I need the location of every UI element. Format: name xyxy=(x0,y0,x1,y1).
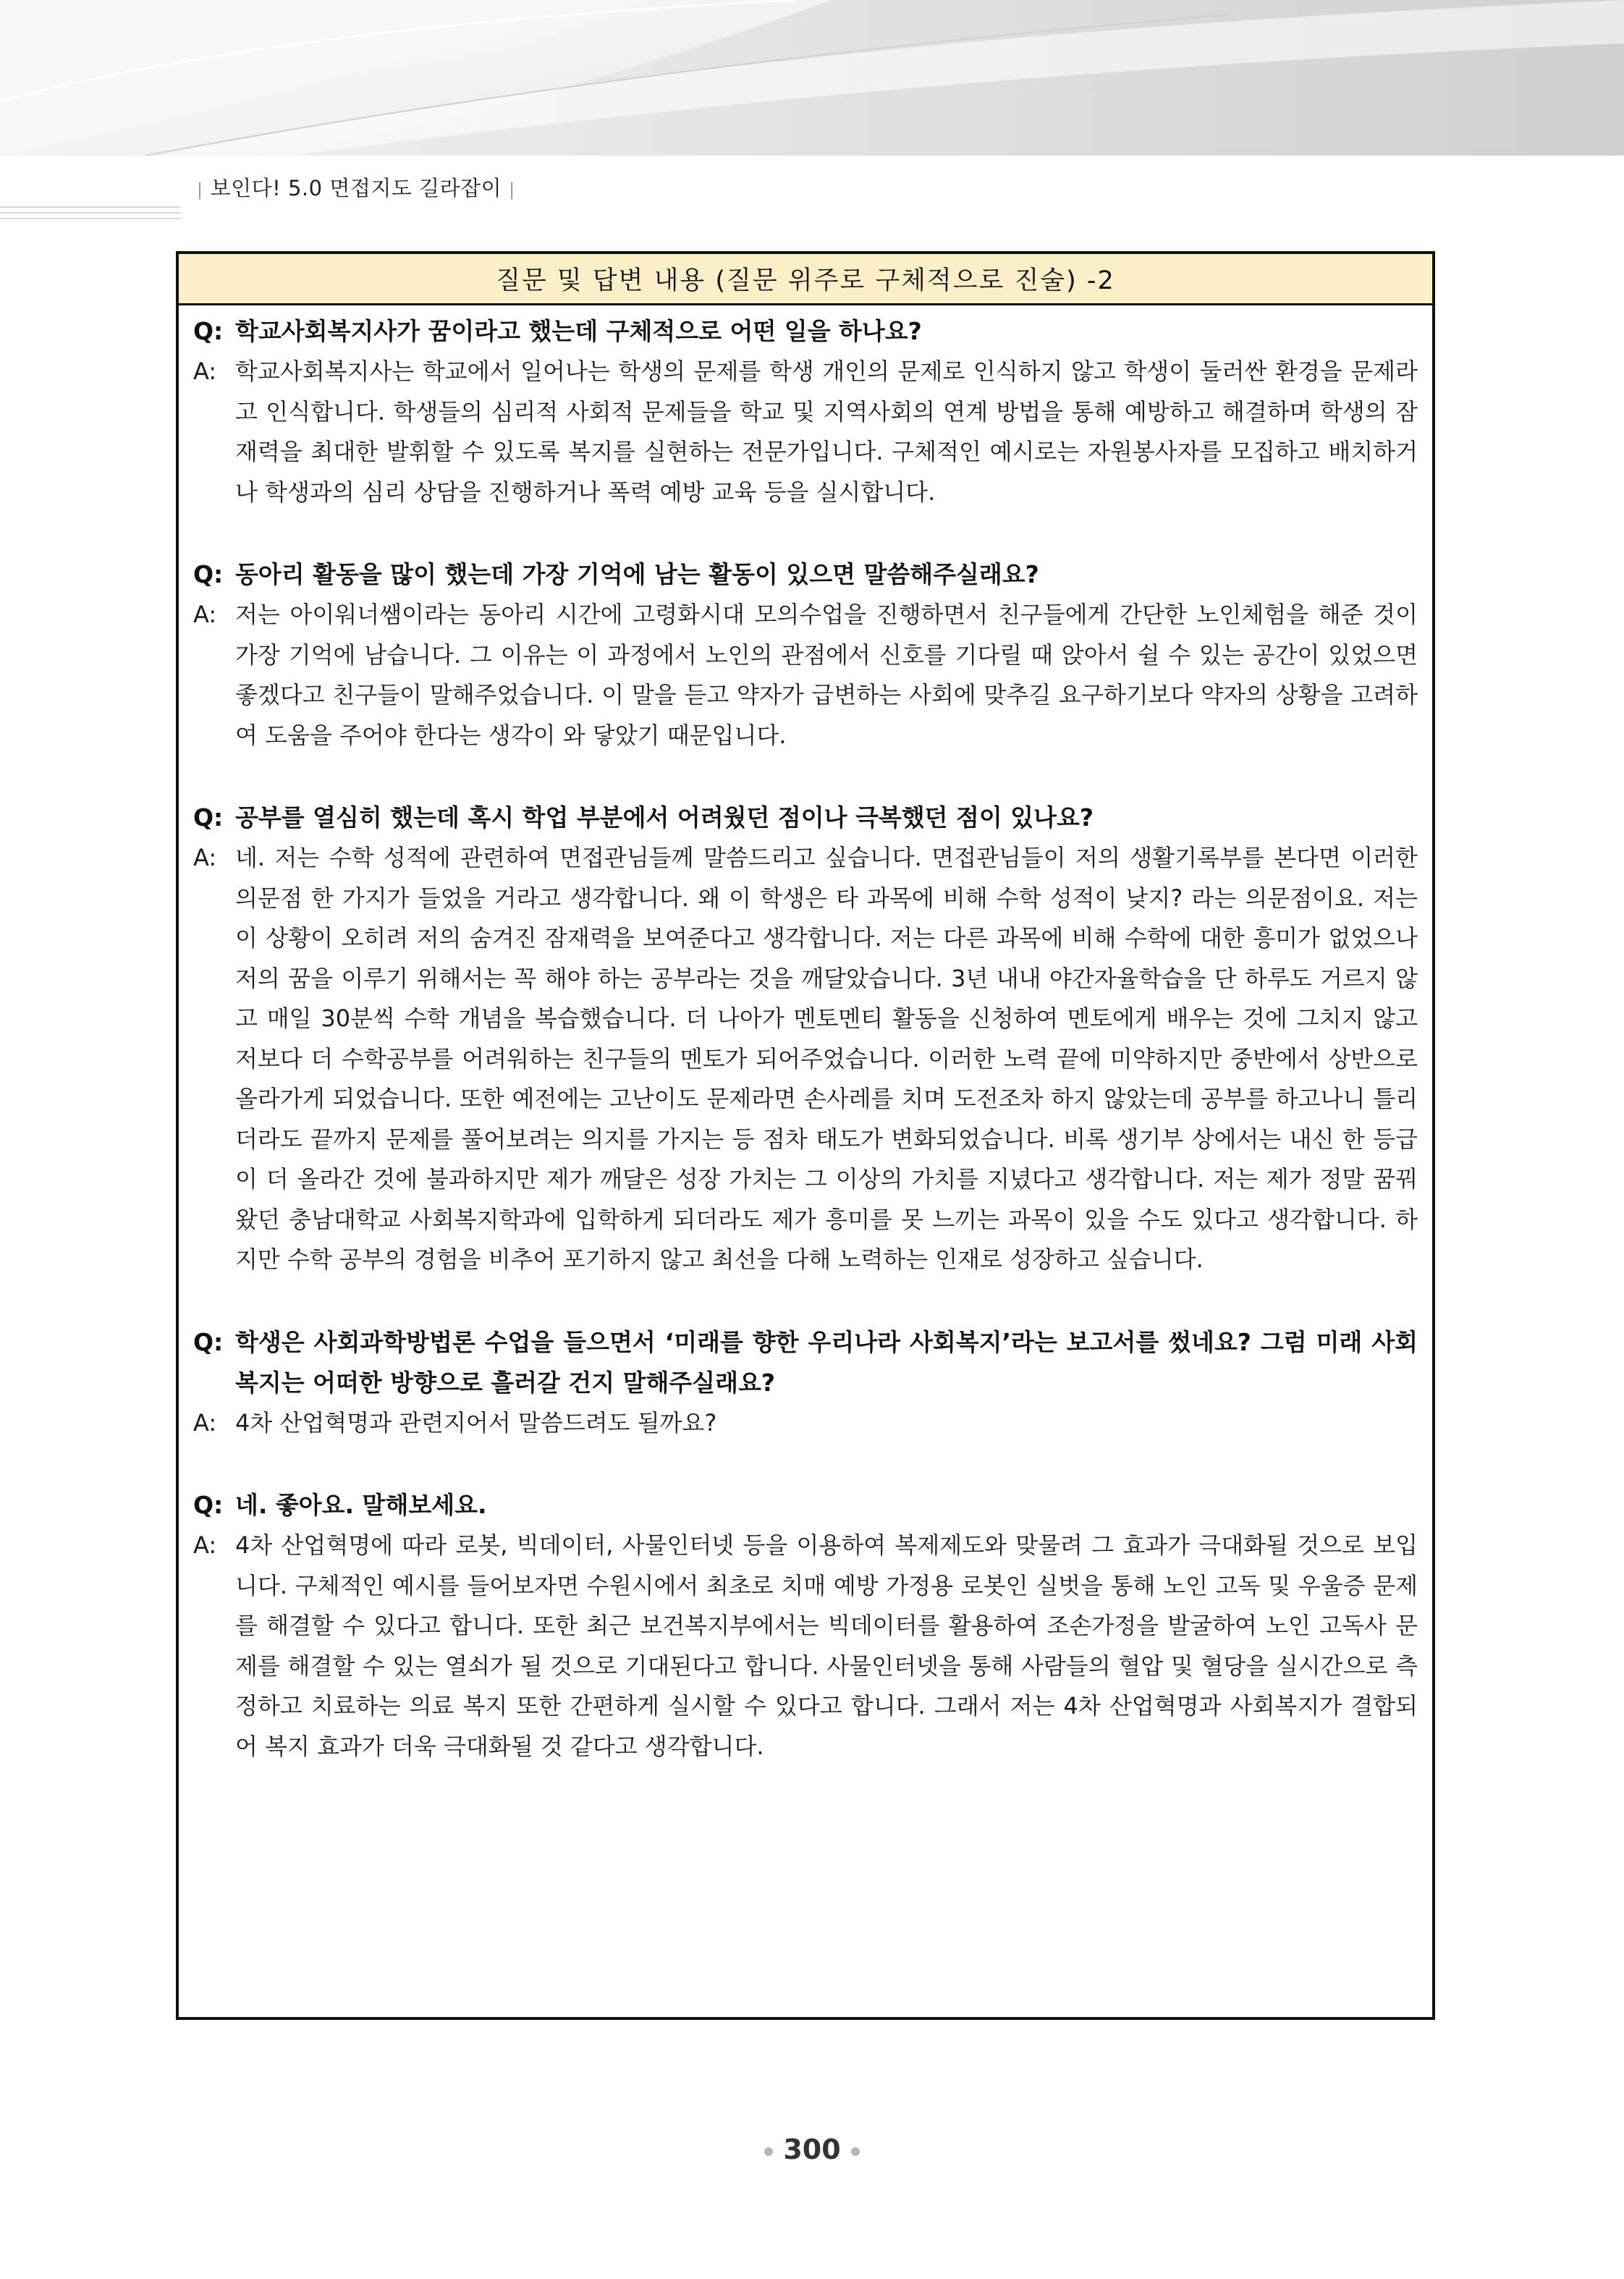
answer xyxy=(193,352,1418,512)
divider-bar: | xyxy=(197,179,203,200)
answer xyxy=(193,1526,1418,1767)
answer-text: 학교사회복지사는 학교에서 일어나는 학생의 문제를 학생 개인의 문제로 인식하지 않고 학생이 둘러싼 환경을 문제라고 인식합니다. 학생들의 심리적 사회적 문제들을 학교 및 지역사회의 연계 방법을 통해 예방하고 해결하며 학생의 잠재력을 최대한 발휘할 수 있도록 복지를 실현하는 전문가입니다. 구체적인 예시로는 자원봉사자를 모집하고 배치하거나 학생과의 심리 상담을 진행하거나 폭력 예방 교육 등을 실시합니다. xyxy=(235,358,1418,506)
answer-label: A: xyxy=(193,358,217,385)
answer xyxy=(193,595,1418,756)
question-text: 동아리 활동을 많이 했는데 가장 기억에 남는 활동이 있으면 말씀해주실래요? xyxy=(235,560,1039,588)
answer-label: A: xyxy=(193,601,217,628)
answer xyxy=(193,838,1418,1280)
answer-text: 저는 아이워너쌤이라는 동아리 시간에 고령화시대 모의수업을 진행하면서 친구들에게 간단한 노인체험을 해준 것이 가장 기억에 남습니다. 그 이유는 이 과정에서 노인의 관점에서 신호를 기다릴 때 앉아서 쉴 수 있는 공간이 있었으면 좋겠다고 친구들이 말해주었습니다. 이 말을 듣고 약자가 급변하는 사회에 맞추길 요구하기보다 약자의 상황을 고려하여 도움을 주어야 한다는 생각이 와 닿았기 때문입니다. xyxy=(235,601,1418,749)
answer-text: 4차 산업혁명에 따라 로봇, 빅데이터, 사물인터넷 등을 이용하여 복제제도와 맞물려 그 효과가 극대화될 것으로 보입니다. 구체적인 예시를 들어보자면 수원시에서 최초로 치매 예방 가정용 로봇인 실벗을 통해 노인 고독 및 우울증 문제를 해결할 수 있다고 합니다. 또한 최근 보건복지부에서는 빅데이터를 활용하여 조손가정을 발굴하여 노인 고독사 문제를 해결할 수 있는 열쇠가 될 것으로 기대된다고 합니다. 사물인터넷을 통해 사람들의 혈압 및 혈당을 실시간으로 측정하고 치료하는 의료 복지 또한 간편하게 실시할 수 있다고 합니다. 그래서 저는 4차 산업혁명과 사회복지가 결합되어 복지 효과가 더욱 극대화될 것 같다고 생각합니다. xyxy=(235,1531,1418,1760)
answer-text: 네. 저는 수학 성적에 관련하여 면접관님들께 말씀드리고 싶습니다. 면접관님들이 저의 생활기록부를 본다면 이러한 의문점 한 가지가 들었을 거라고 생각합니다. 왜 이 학생은 타 과목에 비해 수학 성적이 낮지? 라는 의문점이요. 저는 이 상황이 오히려 저의 숨겨진 잠재력을 보여준다고 생각합니다. 저는 다른 과목에 비해 수학에 대한 흥미가 없었으나 저의 꿈을 이루기 위해서는 꼭 해야 하는 공부라는 것을 깨달았습니다. 3년 내내 야간자율학습을 단 하루도 거르지 않고 매일 30분씩 수학 개념을 복습했습니다. 더 나아가 멘토멘티 활동을 신청하여 멘토에게 배우는 것에 그치지 않고 저보다 더 수학공부를 어려워하는 친구들의 멘토가 되어주었습니다. 이러한 노력 끝에 미약하지만 중반에서 상반으로 올라가게 되었습니다. 또한 예전에는 고난이도 문제라면 손사레를 치며 도전조차 하지 않았는데 공부를 하고나니 틀리더라도 끝까지 문제를 풀어보려는 의지를 가지는 등 점차 태도가 변화되었습니다. 비록 생기부 상에서는 내신 한 등급이 더 올라간 것에 불과하지만 제가 깨달은 성장 가치는 그 이상의 가치를 지녔다고 생각합니다. 저는 제가 정말 꿈꿔왔던 충남대학교 사회복지학과에 입학하게 되더라도 제가 흥미를 못 느끼는 과목이 있을 수도 있다고 생각합니다. 하지만 수학 공부의 경험을 비추어 포기하지 않고 최선을 다해 노력하는 인재로 성장하고 싶습니다. xyxy=(235,844,1418,1273)
header-rule-lines xyxy=(0,206,181,224)
question xyxy=(193,1485,1418,1526)
question-label: Q: xyxy=(193,317,224,345)
page-header xyxy=(0,0,1624,224)
running-header xyxy=(190,172,523,202)
qa-item xyxy=(193,798,1418,1280)
qa-item xyxy=(193,1322,1418,1444)
qa-list xyxy=(179,305,1432,1767)
question-text: 공부를 열심히 했는데 혹시 학업 부분에서 어려웠던 점이나 극복했던 점이 있나요? xyxy=(235,803,1094,832)
question-label: Q: xyxy=(193,560,224,588)
question xyxy=(193,798,1418,838)
qa-item xyxy=(193,311,1418,512)
qa-table xyxy=(176,251,1435,2020)
question xyxy=(193,1322,1418,1403)
answer-text: 4차 산업혁명과 관련지어서 말씀드려도 될까요? xyxy=(235,1408,717,1437)
table-heading: 질문 및 답변 내용 (질문 위주로 구체적으로 진술) -2 xyxy=(179,254,1432,305)
qa-item xyxy=(193,554,1418,756)
page-number: 300 xyxy=(783,2134,841,2165)
page-footer xyxy=(0,2134,1624,2165)
bullet-dot xyxy=(851,2147,860,2156)
answer-label: A: xyxy=(193,844,217,871)
question-text: 학생은 사회과학방법론 수업을 들으면서 ‘미래를 향한 우리나라 사회복지’라는 보고서를 썼네요? 그럼 미래 사회복지는 어떠한 방향으로 흘러갈 건지 말해주실래요? xyxy=(235,1327,1418,1397)
question-label: Q: xyxy=(193,1491,224,1519)
question-label: Q: xyxy=(193,803,224,832)
qa-item xyxy=(193,1485,1418,1767)
question-text: 네. 좋아요. 말해보세요. xyxy=(235,1491,487,1519)
question-label: Q: xyxy=(193,1327,224,1356)
answer xyxy=(193,1403,1418,1444)
answer-label: A: xyxy=(193,1408,217,1437)
question xyxy=(193,554,1418,595)
question xyxy=(193,311,1418,352)
bullet-dot xyxy=(764,2147,773,2156)
question-text: 학교사회복지사가 꿈이라고 했는데 구체적으로 어떤 일을 하나요? xyxy=(235,317,922,345)
divider-bar: | xyxy=(509,179,515,200)
answer-label: A: xyxy=(193,1531,217,1559)
running-header-title: 보인다! 5.0 면접지도 길라잡이 xyxy=(210,176,502,200)
